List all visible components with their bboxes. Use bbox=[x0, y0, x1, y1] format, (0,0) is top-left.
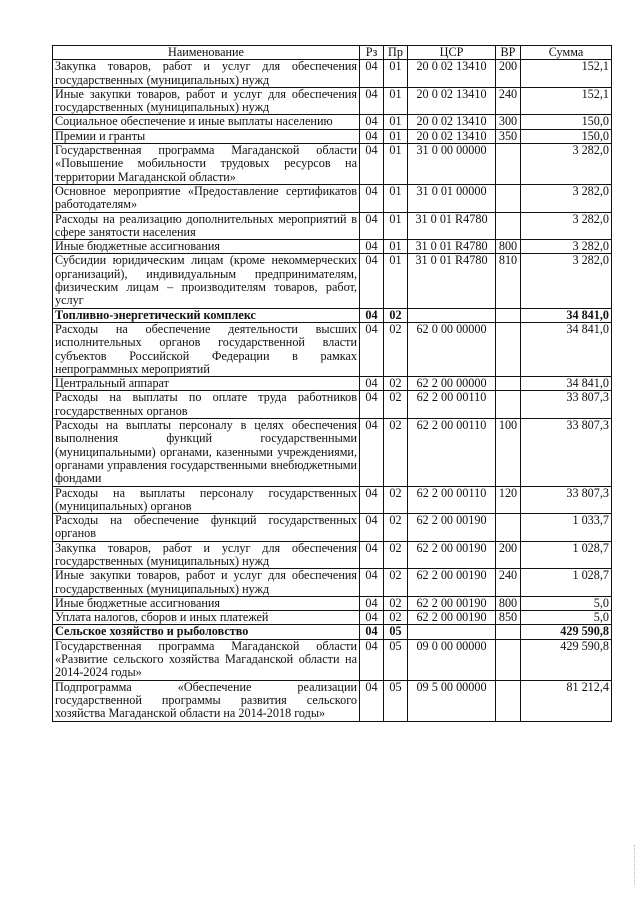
row-pr: 02 bbox=[384, 322, 408, 376]
row-csr: 62 2 00 00000 bbox=[408, 377, 496, 391]
row-sum: 1 028,7 bbox=[521, 541, 612, 569]
row-name: Закупка товаров, работ и услуг для обеспечения государственных (муниципальных) нужд bbox=[53, 60, 360, 88]
row-pr: 02 bbox=[384, 419, 408, 486]
row-pr: 01 bbox=[384, 254, 408, 308]
row-csr: 20 0 02 13410 bbox=[408, 129, 496, 143]
row-name: Расходы на выплаты персоналу государственных (муниципальных) органов bbox=[53, 486, 360, 514]
row-name: Топливно-энергетический комплекс bbox=[53, 308, 360, 322]
row-sum: 33 807,3 bbox=[521, 391, 612, 419]
row-name: Премии и гранты bbox=[53, 129, 360, 143]
row-name: Государственная программа Магаданской области «Развитие сельского хозяйства Магаданской области на 2014-2024 годы» bbox=[53, 639, 360, 680]
row-rz: 04 bbox=[360, 254, 384, 308]
row-sum: 3 282,0 bbox=[521, 184, 612, 212]
row-sum: 1 033,7 bbox=[521, 514, 612, 542]
row-pr: 02 bbox=[384, 569, 408, 597]
row-csr: 62 2 00 00110 bbox=[408, 391, 496, 419]
row-sum: 33 807,3 bbox=[521, 419, 612, 486]
row-pr: 02 bbox=[384, 514, 408, 542]
row-sum: 5,0 bbox=[521, 596, 612, 610]
row-name: Центральный аппарат bbox=[53, 377, 360, 391]
row-csr: 31 0 01 R4780 bbox=[408, 212, 496, 240]
row-vr: 240 bbox=[496, 87, 521, 115]
row-pr: 02 bbox=[384, 308, 408, 322]
row-sum: 152,1 bbox=[521, 60, 612, 88]
row-vr: 100 bbox=[496, 419, 521, 486]
row-rz: 04 bbox=[360, 419, 384, 486]
row-rz: 04 bbox=[360, 611, 384, 625]
row-name: Расходы на обеспечение деятельности высших исполнительных органов государственной власти субъектов Российской Федерации в рамках непрограммных мероприятий bbox=[53, 322, 360, 376]
row-csr bbox=[408, 308, 496, 322]
row-rz: 04 bbox=[360, 514, 384, 542]
table-row bbox=[53, 240, 612, 254]
row-vr: 810 bbox=[496, 254, 521, 308]
table-body bbox=[53, 60, 612, 721]
row-sum: 3 282,0 bbox=[521, 144, 612, 185]
table-row bbox=[53, 486, 612, 514]
row-vr bbox=[496, 625, 521, 639]
header-name: Наименование bbox=[53, 46, 360, 60]
row-rz: 04 bbox=[360, 144, 384, 185]
row-csr: 31 0 00 00000 bbox=[408, 144, 496, 185]
table-row bbox=[53, 391, 612, 419]
row-vr: 350 bbox=[496, 129, 521, 143]
table-row bbox=[53, 60, 612, 88]
row-pr: 01 bbox=[384, 144, 408, 185]
table-row bbox=[53, 377, 612, 391]
row-name: Закупка товаров, работ и услуг для обеспечения государственных (муниципальных) нужд bbox=[53, 541, 360, 569]
row-rz: 04 bbox=[360, 596, 384, 610]
row-name: Иные закупки товаров, работ и услуг для обеспечения государственных (муниципальных) нужд bbox=[53, 87, 360, 115]
table-header-row bbox=[53, 46, 612, 60]
row-rz: 04 bbox=[360, 486, 384, 514]
row-rz: 04 bbox=[360, 322, 384, 376]
row-rz: 04 bbox=[360, 87, 384, 115]
row-csr: 62 2 00 00190 bbox=[408, 514, 496, 542]
table-row bbox=[53, 322, 612, 376]
row-vr: 300 bbox=[496, 115, 521, 129]
row-sum: 3 282,0 bbox=[521, 240, 612, 254]
row-pr: 01 bbox=[384, 212, 408, 240]
row-vr bbox=[496, 322, 521, 376]
row-sum: 34 841,0 bbox=[521, 308, 612, 322]
table-row bbox=[53, 115, 612, 129]
row-rz: 04 bbox=[360, 115, 384, 129]
row-pr: 05 bbox=[384, 625, 408, 639]
row-rz: 04 bbox=[360, 129, 384, 143]
row-pr: 01 bbox=[384, 60, 408, 88]
row-sum: 429 590,8 bbox=[521, 625, 612, 639]
row-vr bbox=[496, 184, 521, 212]
row-vr: 800 bbox=[496, 240, 521, 254]
row-rz: 04 bbox=[360, 569, 384, 597]
row-csr: 62 2 00 00190 bbox=[408, 569, 496, 597]
table-row bbox=[53, 87, 612, 115]
row-pr: 01 bbox=[384, 184, 408, 212]
row-csr: 62 2 00 00190 bbox=[408, 596, 496, 610]
row-name: Расходы на выплаты персоналу в целях обеспечения выполнения функций государственными (муниципальными) органами, казенными учреждениями, органами управления государственными внебюджетными фондами bbox=[53, 419, 360, 486]
row-vr: 200 bbox=[496, 60, 521, 88]
row-csr: 31 0 01 00000 bbox=[408, 184, 496, 212]
row-pr: 02 bbox=[384, 541, 408, 569]
row-csr: 20 0 02 13410 bbox=[408, 115, 496, 129]
row-sum: 3 282,0 bbox=[521, 212, 612, 240]
row-name: Сельское хозяйство и рыболовство bbox=[53, 625, 360, 639]
row-csr: 62 2 00 00190 bbox=[408, 541, 496, 569]
row-rz: 04 bbox=[360, 308, 384, 322]
row-name: Иные бюджетные ассигнования bbox=[53, 240, 360, 254]
table-row bbox=[53, 514, 612, 542]
row-sum: 152,1 bbox=[521, 87, 612, 115]
row-rz: 04 bbox=[360, 391, 384, 419]
row-pr: 02 bbox=[384, 611, 408, 625]
row-sum: 150,0 bbox=[521, 115, 612, 129]
row-name: Подпрограмма «Обеспечение реализации государственной программы развития сельского хозяйства Магаданской области на 2014-2018 годы» bbox=[53, 680, 360, 721]
table-row bbox=[53, 541, 612, 569]
table-row bbox=[53, 611, 612, 625]
row-pr: 02 bbox=[384, 596, 408, 610]
row-csr: 20 0 02 13410 bbox=[408, 87, 496, 115]
row-pr: 02 bbox=[384, 377, 408, 391]
row-csr: 20 0 02 13410 bbox=[408, 60, 496, 88]
row-vr bbox=[496, 391, 521, 419]
budget-table bbox=[52, 45, 612, 722]
row-csr bbox=[408, 625, 496, 639]
table-row bbox=[53, 569, 612, 597]
table-row bbox=[53, 144, 612, 185]
row-rz: 04 bbox=[360, 212, 384, 240]
table-row bbox=[53, 212, 612, 240]
row-sum: 34 841,0 bbox=[521, 322, 612, 376]
row-vr bbox=[496, 144, 521, 185]
row-rz: 04 bbox=[360, 60, 384, 88]
row-sum: 3 282,0 bbox=[521, 254, 612, 308]
row-name: Основное мероприятие «Предоставление сертификатов работодателям» bbox=[53, 184, 360, 212]
row-pr: 01 bbox=[384, 115, 408, 129]
table-row bbox=[53, 184, 612, 212]
row-csr: 62 2 00 00110 bbox=[408, 419, 496, 486]
table-row bbox=[53, 419, 612, 486]
table-row bbox=[53, 596, 612, 610]
row-vr bbox=[496, 377, 521, 391]
row-rz: 04 bbox=[360, 240, 384, 254]
row-pr: 02 bbox=[384, 391, 408, 419]
row-vr bbox=[496, 212, 521, 240]
row-vr: 120 bbox=[496, 486, 521, 514]
header-rz: Рз bbox=[360, 46, 384, 60]
row-sum: 81 212,4 bbox=[521, 680, 612, 721]
row-rz: 04 bbox=[360, 541, 384, 569]
row-pr: 05 bbox=[384, 680, 408, 721]
row-name: Иные бюджетные ассигнования bbox=[53, 596, 360, 610]
row-pr: 01 bbox=[384, 129, 408, 143]
header-sum: Сумма bbox=[521, 46, 612, 60]
row-name: Расходы на обеспечение функций государственных органов bbox=[53, 514, 360, 542]
row-vr: 200 bbox=[496, 541, 521, 569]
table-row bbox=[53, 680, 612, 721]
header-vr: ВР bbox=[496, 46, 521, 60]
row-vr: 800 bbox=[496, 596, 521, 610]
row-csr: 09 5 00 00000 bbox=[408, 680, 496, 721]
row-name: Иные закупки товаров, работ и услуг для обеспечения государственных (муниципальных) нужд bbox=[53, 569, 360, 597]
row-sum: 150,0 bbox=[521, 129, 612, 143]
row-sum: 34 841,0 bbox=[521, 377, 612, 391]
row-vr: 240 bbox=[496, 569, 521, 597]
row-name: Уплата налогов, сборов и иных платежей bbox=[53, 611, 360, 625]
row-vr bbox=[496, 639, 521, 680]
row-rz: 04 bbox=[360, 377, 384, 391]
row-name: Социальное обеспечение и иные выплаты населению bbox=[53, 115, 360, 129]
table-row bbox=[53, 254, 612, 308]
header-csr: ЦСР bbox=[408, 46, 496, 60]
header-pr: Пр bbox=[384, 46, 408, 60]
row-sum: 33 807,3 bbox=[521, 486, 612, 514]
row-vr bbox=[496, 680, 521, 721]
row-vr: 850 bbox=[496, 611, 521, 625]
row-rz: 04 bbox=[360, 625, 384, 639]
row-csr: 31 0 01 R4780 bbox=[408, 240, 496, 254]
table-row bbox=[53, 625, 612, 639]
row-pr: 01 bbox=[384, 87, 408, 115]
scan-edge-mark bbox=[634, 845, 637, 885]
row-pr: 01 bbox=[384, 240, 408, 254]
row-rz: 04 bbox=[360, 639, 384, 680]
row-csr: 62 2 00 00110 bbox=[408, 486, 496, 514]
row-pr: 02 bbox=[384, 486, 408, 514]
row-sum: 1 028,7 bbox=[521, 569, 612, 597]
row-pr: 05 bbox=[384, 639, 408, 680]
table-row bbox=[53, 129, 612, 143]
row-sum: 429 590,8 bbox=[521, 639, 612, 680]
table-row bbox=[53, 308, 612, 322]
row-csr: 62 0 00 00000 bbox=[408, 322, 496, 376]
row-csr: 09 0 00 00000 bbox=[408, 639, 496, 680]
row-name: Расходы на выплаты по оплате труда работников государственных органов bbox=[53, 391, 360, 419]
row-name: Расходы на реализацию дополнительных мероприятий в сфере занятости населения bbox=[53, 212, 360, 240]
table-row bbox=[53, 639, 612, 680]
row-rz: 04 bbox=[360, 184, 384, 212]
row-vr bbox=[496, 514, 521, 542]
row-csr: 31 0 01 R4780 bbox=[408, 254, 496, 308]
row-vr bbox=[496, 308, 521, 322]
row-csr: 62 2 00 00190 bbox=[408, 611, 496, 625]
row-name: Субсидии юридическим лицам (кроме некоммерческих организаций), индивидуальным предпринимателям, физическим лицам – производителям товаров, работ, услуг bbox=[53, 254, 360, 308]
row-sum: 5,0 bbox=[521, 611, 612, 625]
row-rz: 04 bbox=[360, 680, 384, 721]
row-name: Государственная программа Магаданской области «Повышение мобильности трудовых ресурсов на территории Магаданской области» bbox=[53, 144, 360, 185]
